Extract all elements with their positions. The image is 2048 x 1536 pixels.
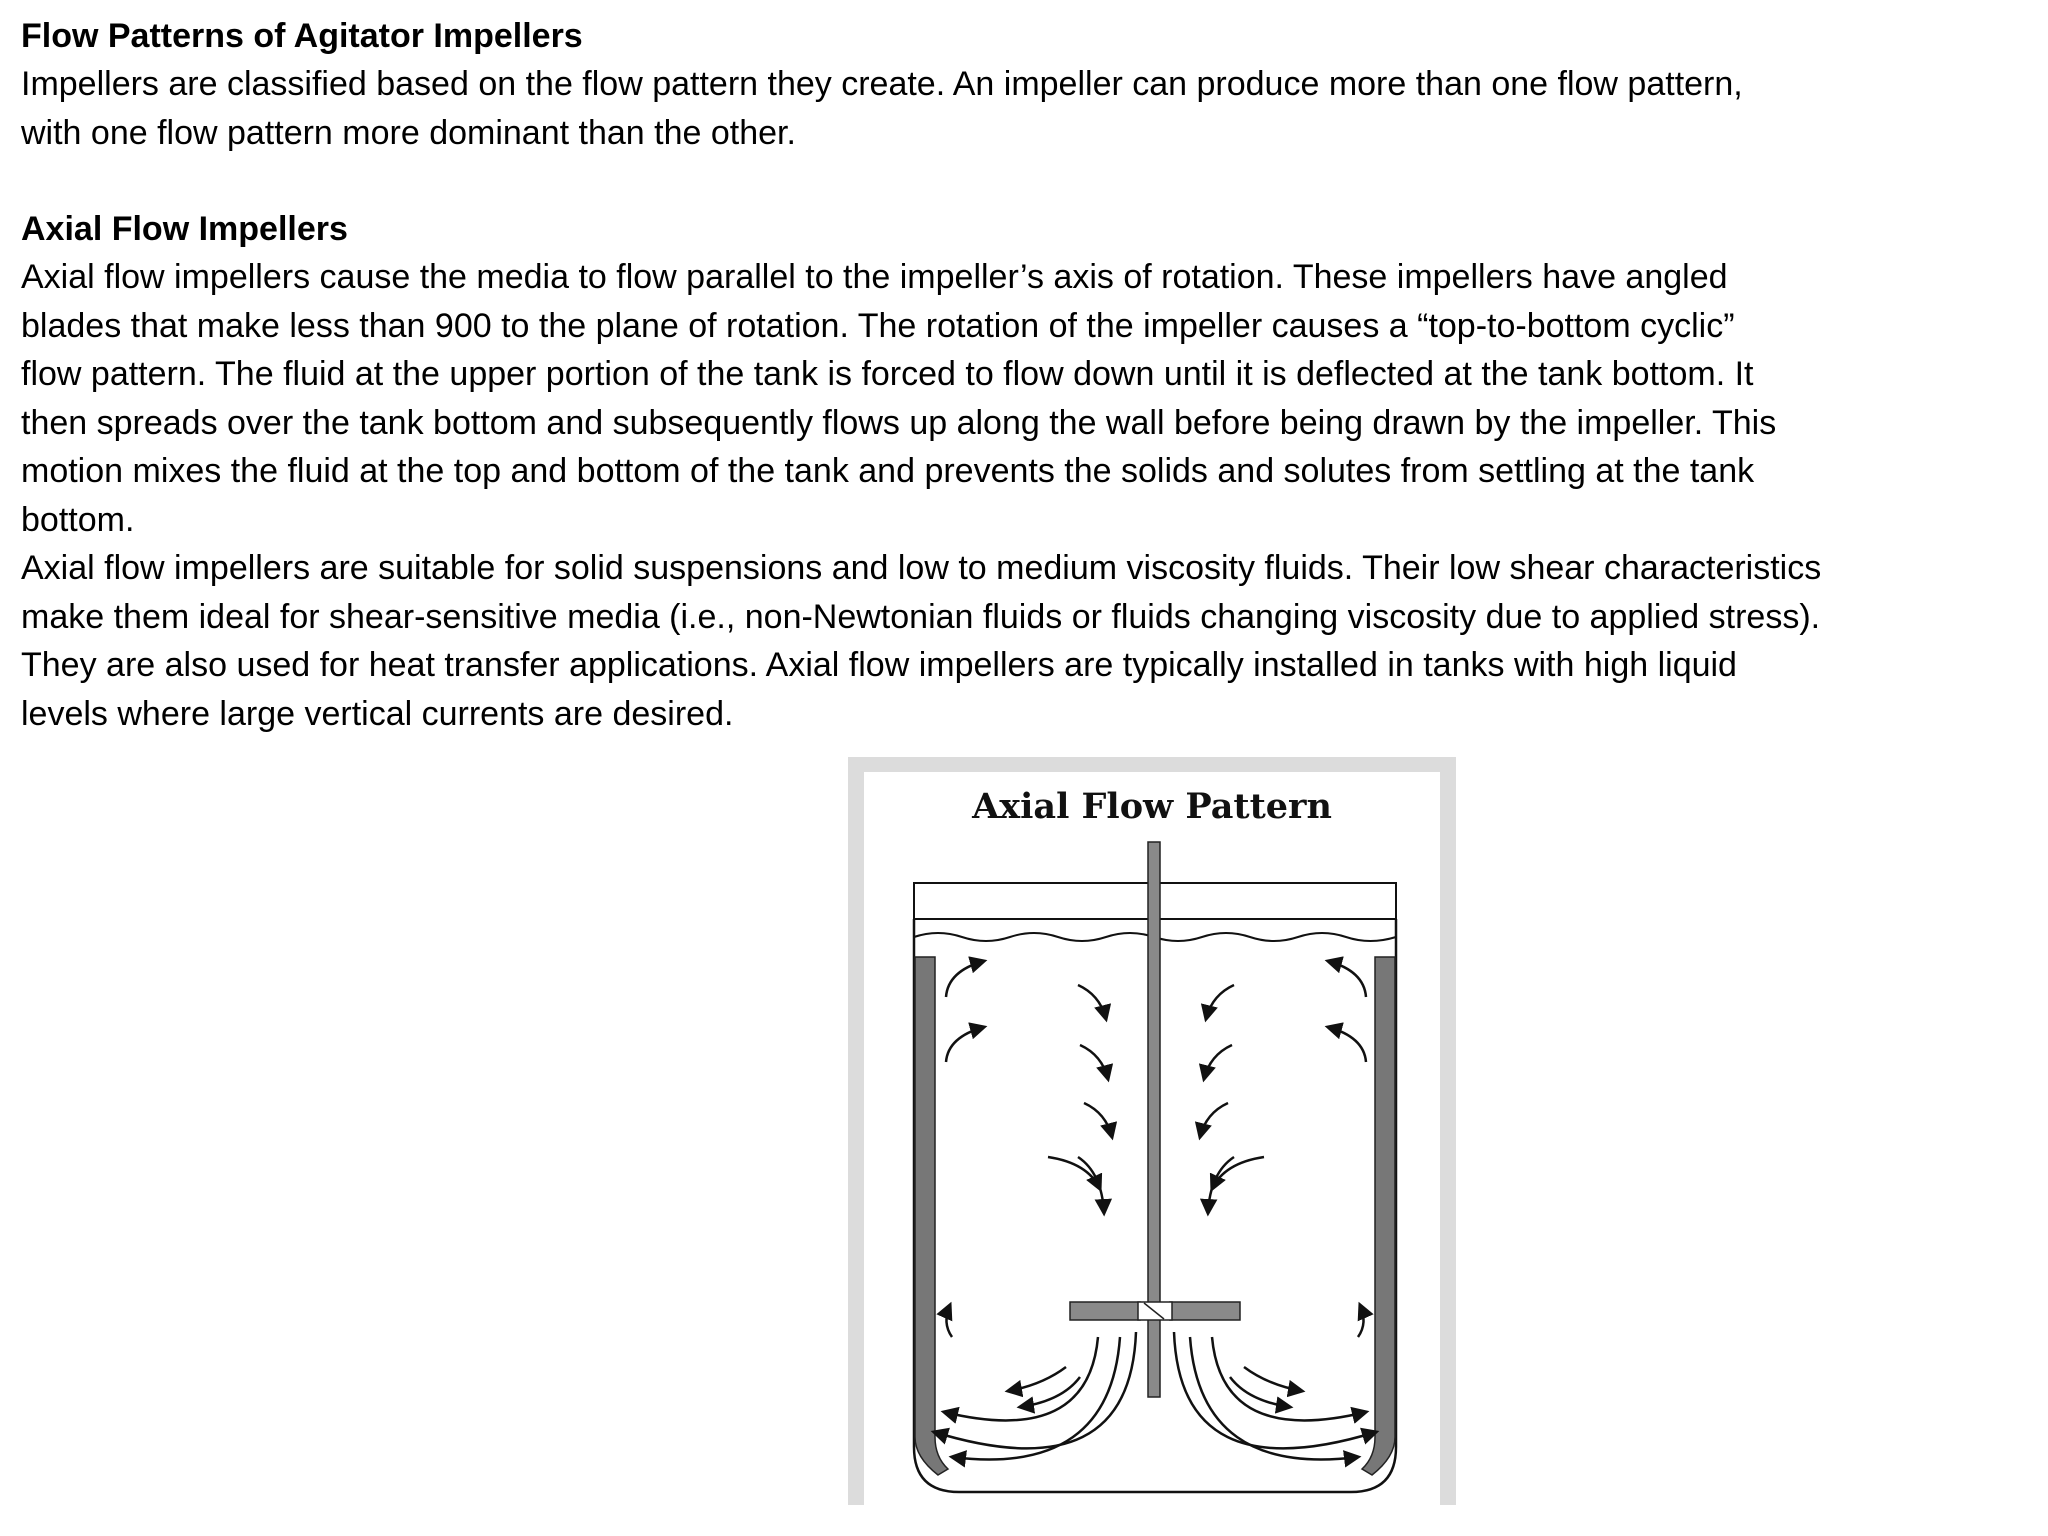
flow-arrow xyxy=(1174,1332,1376,1448)
axial-applications-paragraph xyxy=(21,544,2011,738)
axial-flow-pattern-figure xyxy=(848,757,1456,1505)
text-line: motion mixes the fluid at the top and bottom of the tank and prevents the solids and solutes from settling at the tank xyxy=(21,452,1755,490)
flow-arrow xyxy=(946,961,984,997)
tank-wall-right xyxy=(1362,957,1395,1475)
flow-arrow xyxy=(1078,985,1106,1019)
text-line: flow pattern. The fluid at the upper portion of the tank is forced to flow down until it is deflected at the tank bottom. It xyxy=(21,355,1754,393)
section-heading-flow-patterns: Flow Patterns of Agitator Impellers xyxy=(21,17,583,55)
figure-title: Axial Flow Pattern xyxy=(972,786,1332,827)
text-line: make them ideal for shear-sensitive media (i.e., non-Newtonian fluids or fluids changing viscosity due to applied stress). xyxy=(21,597,1821,636)
section-heading-axial-flow: Axial Flow Impellers xyxy=(21,210,348,248)
impeller-blade-right xyxy=(1170,1302,1240,1320)
flow-arrow xyxy=(1358,1305,1364,1337)
flow-arrow xyxy=(946,1027,984,1062)
impeller-blade-left xyxy=(1070,1302,1140,1320)
text-line: blades that make less than 900 to the plane of rotation. The rotation of the impeller causes a “top-to-bottom cyclic” xyxy=(21,306,1735,345)
text-line: bottom. xyxy=(21,500,135,539)
text-line: levels where large vertical currents are desired. xyxy=(21,694,734,733)
intro-paragraph xyxy=(21,60,2011,157)
text-line: Axial flow impellers are suitable for solid suspensions and low to medium viscosity fluids. Their low shear characteristics xyxy=(21,549,1822,587)
flow-arrow xyxy=(946,1305,952,1337)
flow-arrow xyxy=(1204,1045,1232,1079)
flow-arrow xyxy=(1328,961,1366,997)
flow-arrow xyxy=(1084,1103,1112,1137)
text-line: Axial flow impellers cause the media to flow parallel to the impeller’s axis of rotation. These impellers have angled xyxy=(21,258,1728,296)
paragraph-gap xyxy=(21,157,2011,205)
text-line: They are also used for heat transfer applications. Axial flow impellers are typically installed in tanks with high liquid xyxy=(21,646,1737,684)
tank-diagram xyxy=(848,757,1456,1505)
flow-arrow xyxy=(1200,1103,1228,1137)
flow-arrow xyxy=(1008,1367,1066,1391)
text-line: Impellers are classified based on the flow pattern they create. An impeller can produce more than one flow pattern, xyxy=(21,65,1743,103)
axial-description-paragraph xyxy=(21,253,2011,544)
flow-arrow xyxy=(1078,1157,1104,1213)
flow-arrow xyxy=(1230,1377,1290,1407)
flow-arrow xyxy=(1328,1027,1366,1062)
flow-arrow xyxy=(1244,1367,1302,1391)
text-line: with one flow pattern more dominant than the other. xyxy=(21,113,796,152)
flow-arrow xyxy=(1020,1377,1080,1407)
text-line: then spreads over the tank bottom and subsequently flows up along the wall before being drawn by the impeller. This xyxy=(21,403,1777,442)
tank-wall-left xyxy=(915,957,948,1475)
flow-arrow xyxy=(934,1332,1136,1448)
flow-arrow xyxy=(1208,1157,1234,1213)
flow-arrow xyxy=(1080,1045,1108,1079)
document-body xyxy=(21,12,2011,738)
flow-arrow xyxy=(1206,985,1234,1019)
